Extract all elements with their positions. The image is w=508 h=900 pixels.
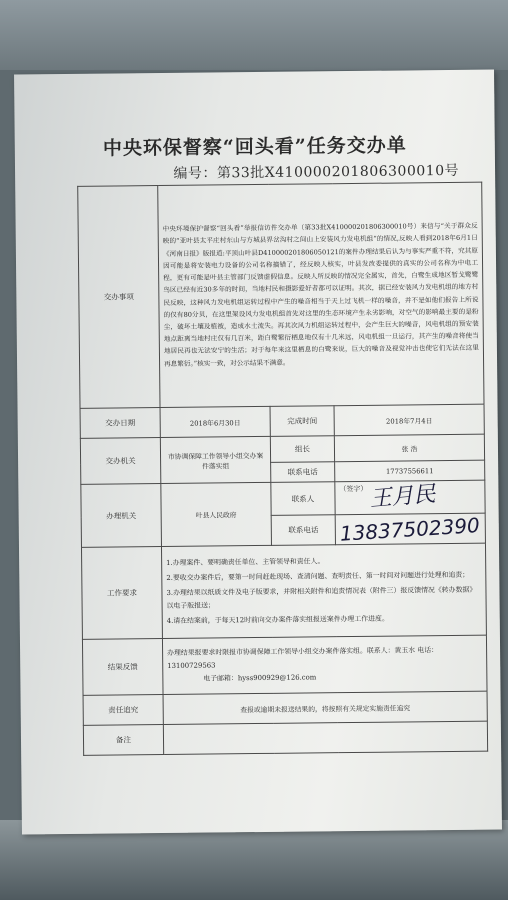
done-label: 完成时间 — [270, 406, 334, 437]
handle-value: 叶县人民政府 — [161, 482, 272, 546]
document-paper — [14, 70, 502, 835]
date-value: 2018年6月30日 — [160, 406, 270, 437]
contact-label: 联系人 — [271, 482, 335, 516]
feedback-email: 电子邮箱：hyss900929@126.com — [203, 673, 317, 683]
signature-wrap — [339, 483, 480, 512]
phone-label: 联系电话 — [271, 462, 335, 483]
sign-hint: （签字） — [339, 484, 368, 494]
row-matter — [78, 182, 484, 408]
feedback-text: 办理结果报要求时限报市协调保障工作领导小组交办案件落实组。联系人：黄玉水 电话：13100729563 — [167, 646, 439, 670]
row-dates — [80, 404, 484, 438]
matter-text: 中央环境保护督察“回头看”举报信访件交办单（第33批X410000201806300010号）来信与“关于群众反映的“亚叶县太平庄村东山与方城县界岔沟村之间山上安装风力发电机组”的情况,反映人看到2018年6月1日《河南日报》版报道:平顶山叶县D410000201806050121的案件办理结果后认为与事实严重不符，究其原因可能是将安装电力设备的公司名称搞错了，经反映人核实，叶县发改委提供的真实的公司名称为中电工程，更有可能是叶县主管部门反馈虚假信息。反映人所反映的情况完全属实，首先，白鹭生成地区暂戈鹭鹭鸟区已经有近30多年的时间，当地村民和摄影爱好者都可以证明。其次，据已经安装风力发电机组的地方村民反映，这种风力发电机组运转过程中产生的噪音相当于天上过飞机一样的噪音，并不是如他们报告上所说的仅有80分贝，在这里架设风力发电机组首先对这里的生态环境产生永劣影响，对空气的影响最主要的是粉尘，破坏土壤及植被，造成水土流失。再其次风力机组运转过程中，会产生巨大的噪音，风电机组的预安装地点距离当地村庄仅有几百米，距白鹭繁衍栖息地仅有十几米远，风电机组一旦运行，其产生的噪音将使当地居民再也无法安宁的生活；对于每年来这里栖息的白鹭来说，巨大的噪音及视觉冲击也使它们无法在这里再息繁衍。”核实一致，对公示结果不满意。 — [158, 182, 484, 407]
phone-value: 17737556611 — [335, 460, 485, 482]
leader-label: 组长 — [270, 436, 334, 463]
req-item-1: 1.办理案件、要明确责任单位、主管领导和责任人。 — [166, 557, 325, 567]
row-feedback — [82, 635, 487, 695]
note-label: 备注 — [83, 725, 163, 756]
row-handle-1 — [81, 480, 485, 517]
assign-value: 市协调保障工作领导小组交办案件落实组 — [160, 436, 270, 483]
handwritten-phone: 13837502390 — [339, 512, 481, 546]
contact-phone-cell — [335, 513, 485, 545]
feedback-label: 结果反馈 — [82, 639, 163, 696]
feedback-text-cell — [162, 635, 487, 694]
done-value: 2018年7月4日 — [334, 404, 484, 436]
document-number: 编号：第33批X410000201806300010号 — [173, 162, 460, 182]
req-label: 工作要求 — [81, 547, 162, 640]
leader-value: 张 浩 — [334, 434, 484, 462]
row-responsibility — [83, 691, 487, 725]
contact-phone-label: 联系电话 — [271, 515, 335, 546]
row-requirements — [81, 543, 486, 639]
matter-label: 交办事项 — [78, 186, 160, 409]
req-item-2: 2.要收交办案件后，要第一时间赶赴现场、查清问题、查明责任、第一时间对问题进行处理和追责； — [166, 570, 470, 582]
req-item-4: 4.请在结案前，于每天12时前向交办案件落实组报送案件办理工作进度。 — [166, 614, 389, 625]
background-top — [0, 0, 508, 70]
note-text — [163, 721, 487, 754]
document-title: 中央环保督察“回头看”任务交办单 — [102, 134, 407, 160]
assignment-table — [77, 182, 488, 756]
req-text — [161, 543, 486, 638]
assign-label: 交办机关 — [80, 438, 160, 485]
resp-label: 责任追究 — [83, 695, 163, 726]
date-label: 交办日期 — [80, 408, 160, 439]
contact-signature-cell — [335, 480, 485, 515]
row-note — [83, 721, 487, 755]
handwritten-signature: 王月民 — [368, 481, 437, 513]
req-item-3: 3.办理结果以纸质文件及电子版要求，并附相关附件和追责情况表（附件三）报反馈情况《转办数据》以电子版报送； — [166, 585, 477, 610]
resp-text: 查报或逾期未报送结果的，将按照有关规定实施责任追究 — [163, 691, 487, 724]
handle-label: 办理机关 — [81, 484, 162, 548]
